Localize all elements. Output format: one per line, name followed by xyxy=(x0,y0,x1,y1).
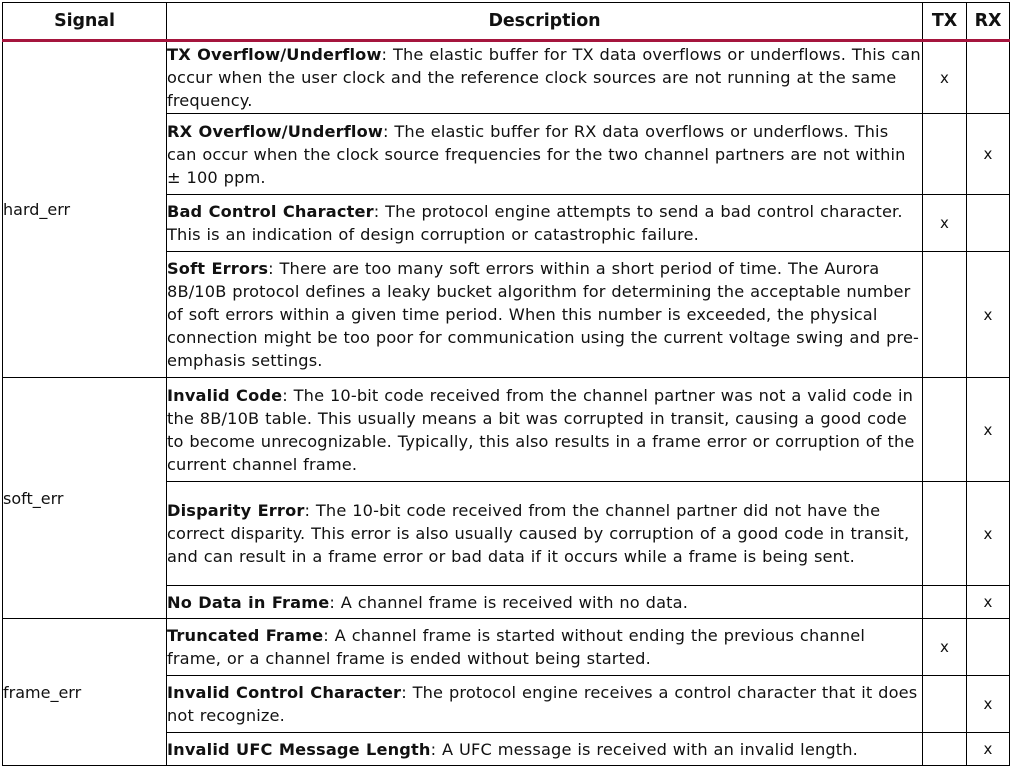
description-cell xyxy=(167,114,923,195)
error-description: : The 10-bit code received from the channel partner was not a valid code in the 8B/10B table. This usually means a bit was corrupted in transit, causing a good code to become unrecognizable. Typically, this also results in a frame error or corruption of the current channel frame. xyxy=(167,385,915,474)
error-description: : The protocol engine attempts to send a bad control character. This is an indication of design corruption or catastrophic failure. xyxy=(167,202,903,244)
description-cell xyxy=(167,195,923,252)
tx-mark xyxy=(923,482,967,586)
tx-mark xyxy=(923,252,967,378)
error-description: : A channel frame is started without ending the previous channel frame, or a channel frame is ended without being started. xyxy=(167,626,865,668)
rx-mark: x xyxy=(967,482,1010,586)
rx-mark: x xyxy=(967,114,1010,195)
error-term: Invalid Control Character xyxy=(167,683,402,702)
error-term: Truncated Frame xyxy=(167,626,324,645)
error-term: No Data in Frame xyxy=(167,592,330,612)
error-description: : There are too many soft errors within a short period of time. The Aurora 8B/10B protocol defines a leaky bucket algorithm for determining the acceptable number of soft errors within a given time period. When this number is exceeded, the physical connection might be too poor for communication using the current voltage swing and pre-emphasis settings. xyxy=(167,259,920,370)
tx-mark: x xyxy=(923,619,967,676)
error-description: : The protocol engine receives a control character that it does not recognize. xyxy=(167,683,918,725)
error-description: : The 10-bit code received from the channel partner did not have the correct disparity. This error is also usually caused by corruption of a good code in transit, and can result in a frame error or bad data if it occurs while a frame is being sent. xyxy=(167,501,910,566)
table-row xyxy=(3,619,1010,676)
error-term: RX Overflow/Underflow xyxy=(167,121,383,141)
rx-mark: x xyxy=(967,586,1010,619)
header-row xyxy=(3,3,1010,41)
tx-mark xyxy=(923,733,967,766)
header-description: Description xyxy=(167,3,923,41)
error-description: : A UFC message is received with an invalid length. xyxy=(430,739,858,759)
rx-mark: x xyxy=(967,378,1010,482)
header-tx: TX xyxy=(923,3,967,41)
tx-mark: x xyxy=(923,195,967,252)
rx-mark xyxy=(967,41,1010,114)
error-term: Invalid UFC Message Length xyxy=(167,739,431,759)
description-cell xyxy=(167,586,923,619)
tx-mark xyxy=(923,586,967,619)
description-cell xyxy=(167,733,923,766)
description-cell xyxy=(167,482,923,586)
description-cell xyxy=(167,252,923,378)
error-term: Soft Errors xyxy=(167,259,269,278)
rx-mark xyxy=(967,195,1010,252)
error-term: Invalid Code xyxy=(167,385,283,405)
header-signal: Signal xyxy=(3,3,167,41)
tx-mark xyxy=(923,378,967,482)
signal-frame-err: frame_err xyxy=(3,619,167,766)
error-term: Disparity Error xyxy=(167,501,305,520)
table-body xyxy=(3,41,1010,766)
description-cell xyxy=(167,41,923,114)
table-header xyxy=(3,3,1010,41)
table-row xyxy=(3,378,1010,482)
signal-hard-err: hard_err xyxy=(3,41,167,378)
error-description: : A channel frame is received with no data. xyxy=(329,592,689,612)
rx-mark: x xyxy=(967,676,1010,733)
error-description: : The elastic buffer for TX data overflows or underflows. This can occur when the user clock and the reference clock sources are not running at the same frequency. xyxy=(167,45,921,110)
error-description: : The elastic buffer for RX data overflows or underflows. This can occur when the clock source frequencies for the two channel partners are not within ± 100 ppm. xyxy=(167,121,906,187)
error-term: Bad Control Character xyxy=(167,202,374,221)
tx-mark xyxy=(923,114,967,195)
rx-mark: x xyxy=(967,733,1010,766)
description-cell xyxy=(167,676,923,733)
rx-mark xyxy=(967,619,1010,676)
description-cell xyxy=(167,619,923,676)
header-rx: RX xyxy=(967,3,1010,41)
description-cell xyxy=(167,378,923,482)
tx-mark: x xyxy=(923,41,967,114)
tx-mark xyxy=(923,676,967,733)
error-term: TX Overflow/Underflow xyxy=(167,45,382,64)
error-signals-table xyxy=(2,2,1010,766)
rx-mark: x xyxy=(967,252,1010,378)
signal-soft-err: soft_err xyxy=(3,378,167,619)
table-row xyxy=(3,41,1010,114)
